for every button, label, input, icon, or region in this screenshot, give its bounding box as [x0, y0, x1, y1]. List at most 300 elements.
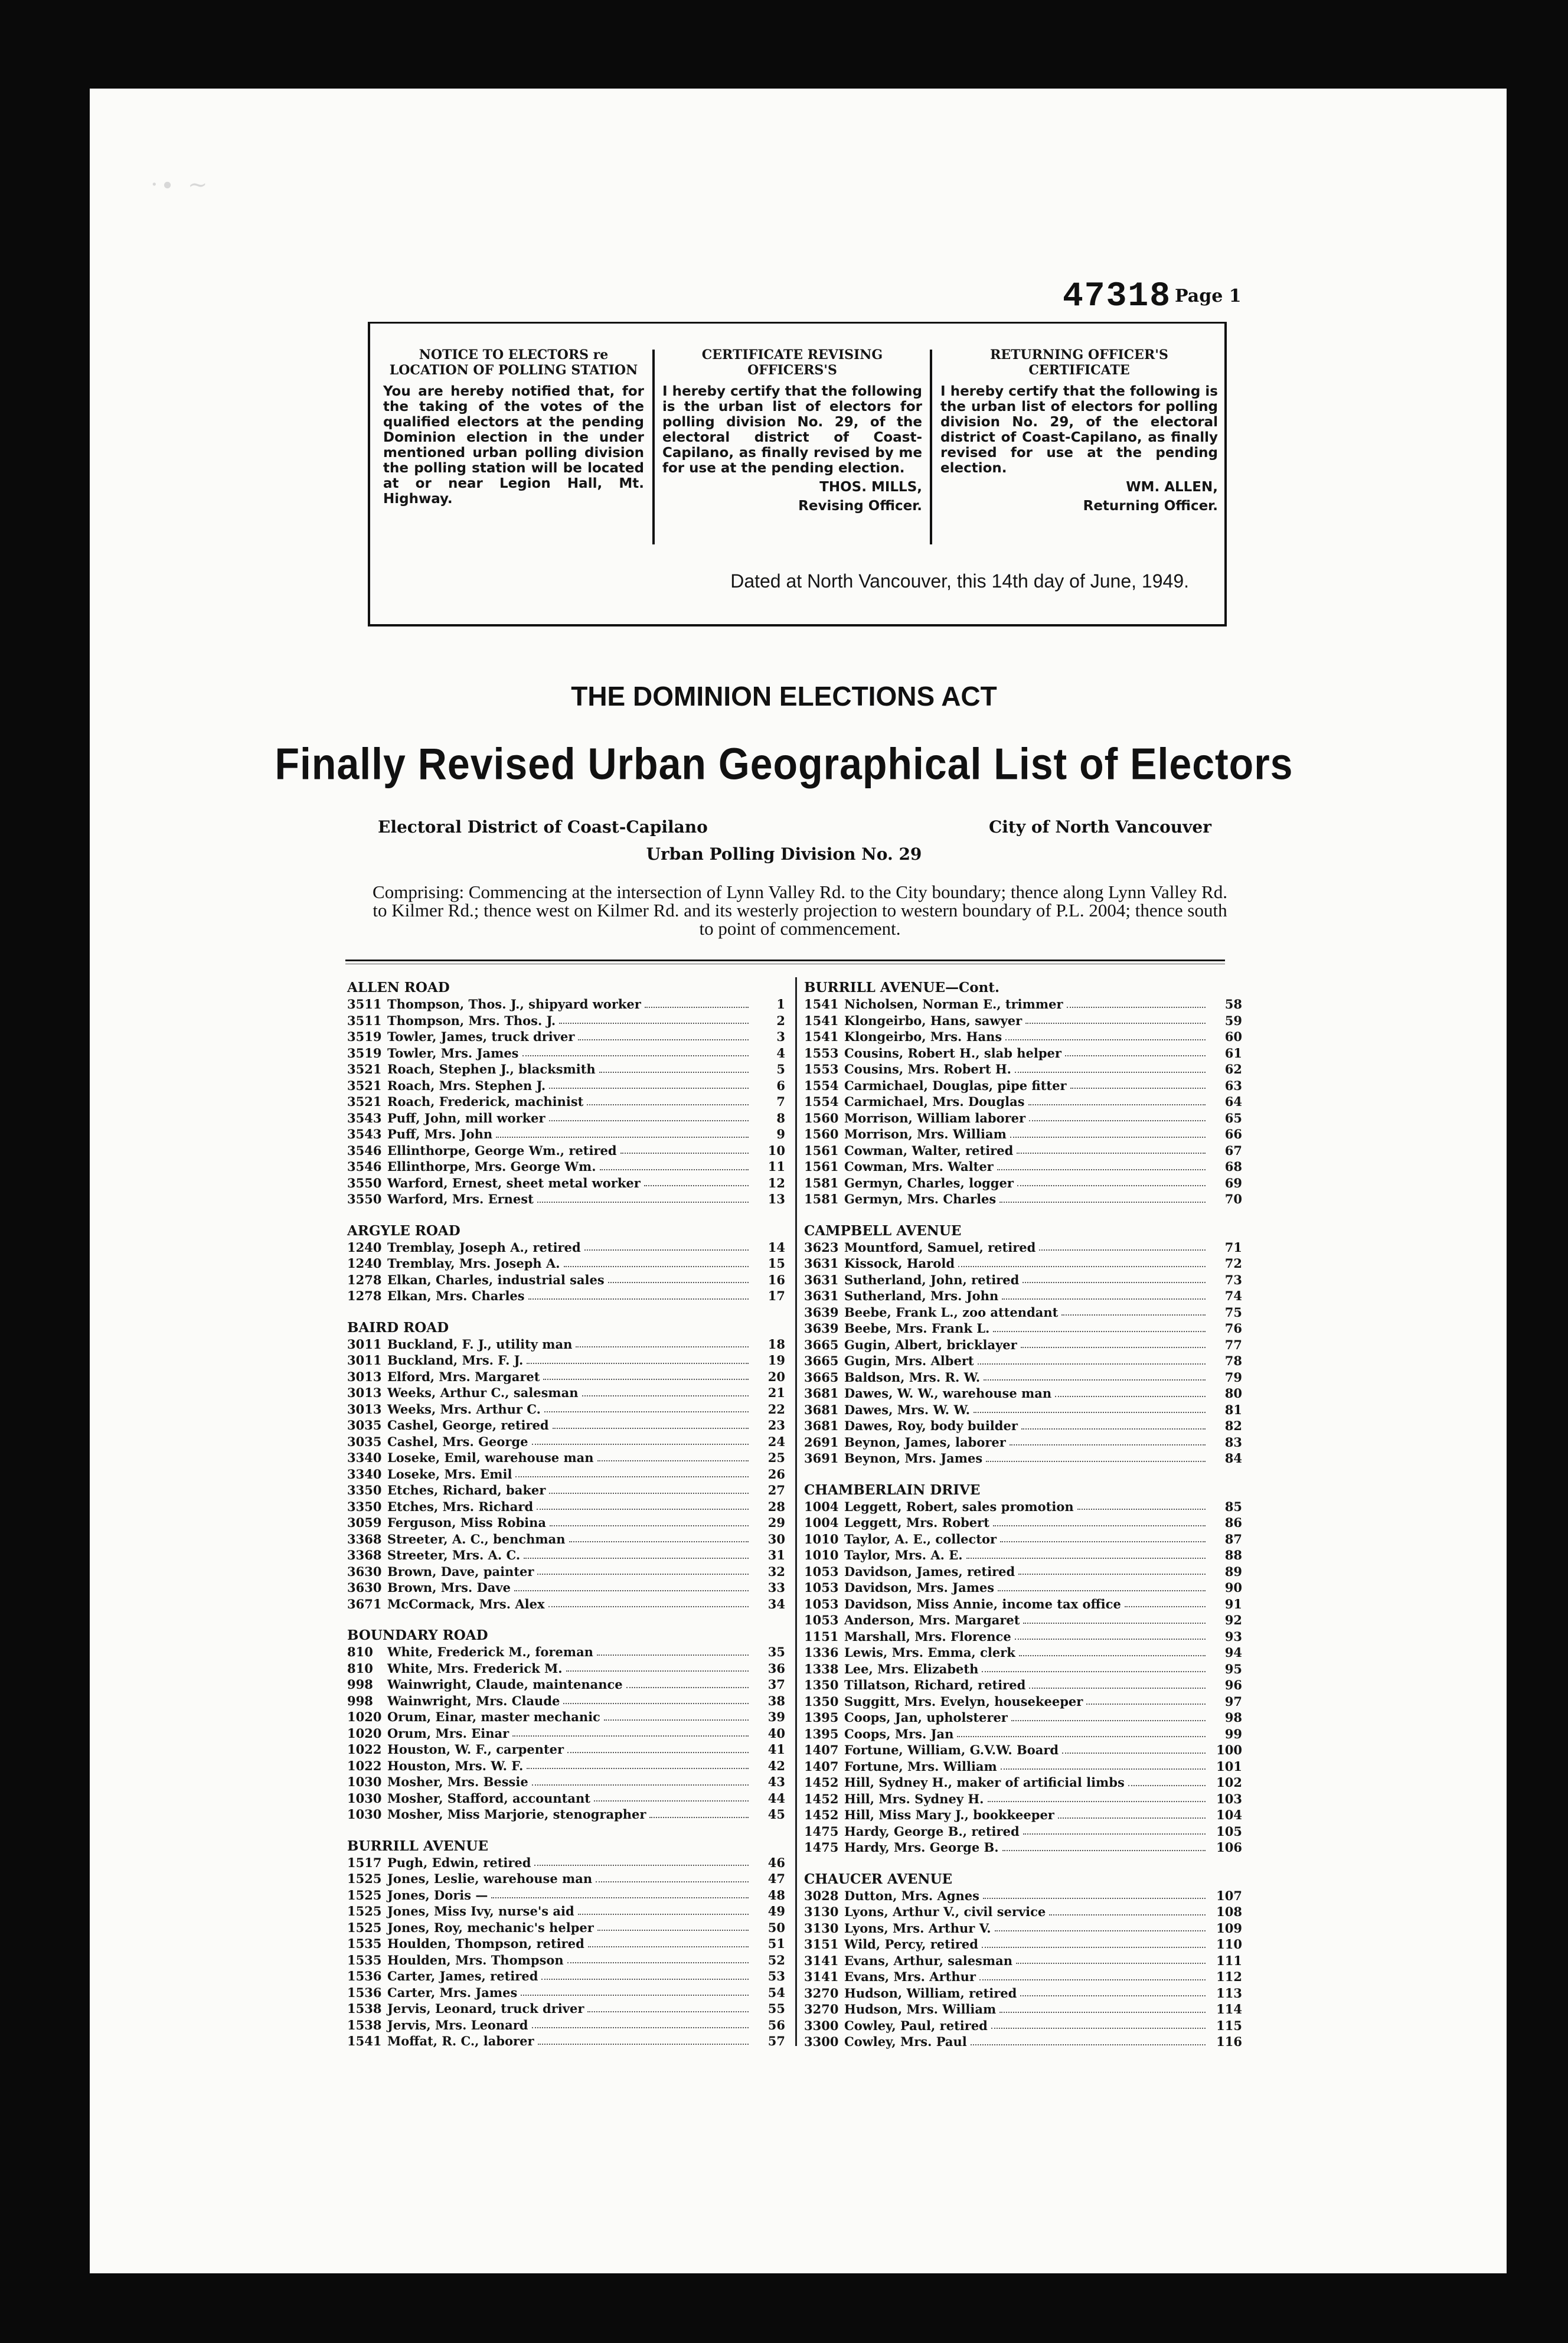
elector-name: Thompson, Mrs. Thos. J. [387, 1013, 556, 1028]
leader-dots [1017, 1143, 1206, 1154]
elector-row [804, 1661, 1242, 1678]
elector-name: Dawes, W. W., warehouse man [844, 1386, 1052, 1401]
returning-heading: RETURNING OFFICER'S CERTIFICATE [990, 347, 1168, 378]
dated-line: Dated at North Vancouver, this 14th day of June, 1949. [730, 570, 1189, 592]
elector-number: 92 [1224, 1613, 1242, 1627]
elector-number: 103 [1216, 1791, 1242, 1806]
street-address: 1525 [347, 1920, 382, 1935]
street-address: 1475 [804, 1840, 839, 1855]
elector-name: Nicholsen, Norman E., trimmer [844, 997, 1063, 1011]
leader-dots [512, 1725, 749, 1737]
street-address: 1053 [804, 1613, 839, 1627]
elector-row [804, 1045, 1242, 1062]
act-title: THE DOMINION ELECTIONS ACT [571, 681, 997, 712]
page-number [1063, 278, 1242, 316]
elector-name: Ferguson, Miss Robina [387, 1515, 547, 1530]
elector-name: Buckland, Mrs. F. J. [387, 1353, 524, 1368]
elector-name: Coops, Mrs. Jan [844, 1726, 954, 1741]
leader-dots [1086, 1693, 1206, 1705]
street-address: 3011 [347, 1353, 382, 1368]
leader-dots [1125, 1596, 1206, 1608]
leader-dots [532, 1774, 749, 1786]
elector-row [804, 1126, 1242, 1143]
elector-row [804, 1013, 1242, 1029]
street-address: 1053 [804, 1596, 839, 1611]
leader-dots [600, 1159, 749, 1170]
elector-name: Orum, Mrs. Einar [387, 1725, 509, 1741]
elector-name: Elkan, Mrs. Charles [387, 1288, 525, 1303]
elector-row [804, 1385, 1242, 1402]
elector-row [804, 996, 1242, 1013]
elector-name: White, Frederick M., foreman [387, 1644, 593, 1659]
elector-row [804, 1531, 1242, 1548]
elector-row [804, 1580, 1242, 1596]
elector-row [347, 1968, 785, 1985]
street-address: 3011 [347, 1336, 382, 1352]
street-address: 3035 [347, 1418, 382, 1432]
street-address: 1452 [804, 1807, 839, 1822]
street-address: 3630 [347, 1564, 382, 1579]
leader-dots [1065, 1045, 1206, 1057]
street-address: 3521 [347, 1094, 382, 1109]
elector-number: 49 [767, 1904, 785, 1918]
leader-dots [528, 1288, 749, 1300]
leader-dots [984, 1369, 1206, 1381]
elector-name: Brown, Mrs. Dave [387, 1580, 511, 1595]
leader-dots [1019, 1644, 1206, 1656]
street-name: ALLEN ROAD [347, 980, 450, 996]
street-address: 1553 [804, 1045, 839, 1060]
elector-name: Tremblay, Mrs. Joseph A. [387, 1256, 560, 1271]
elector-row [804, 1612, 1242, 1629]
elector-number: 111 [1216, 1953, 1242, 1968]
elector-name: Germyn, Mrs. Charles [844, 1192, 997, 1206]
elector-name: Jervis, Mrs. Leonard [387, 2017, 528, 2032]
street-section [347, 1838, 785, 2050]
street-address: 1338 [804, 1661, 839, 1676]
street-address: 1407 [804, 1758, 839, 1774]
street-address: 3631 [804, 1288, 839, 1303]
elector-row [347, 1806, 785, 1823]
leader-dots [993, 1320, 1206, 1332]
elector-row [804, 1110, 1242, 1127]
elector-number: 15 [767, 1256, 785, 1271]
elector-number: 34 [767, 1596, 785, 1611]
elector-row [804, 1078, 1242, 1094]
elector-name: Elkan, Charles, industrial sales [387, 1272, 605, 1287]
elector-row [804, 1888, 1242, 1904]
leader-dots [1011, 1709, 1206, 1721]
leader-dots [594, 1790, 749, 1802]
elector-number: 6 [776, 1078, 785, 1093]
polling-division: Urban Polling Division No. 29 [646, 844, 922, 864]
elector-row [804, 1839, 1242, 1856]
elector-name: Taylor, Mrs. A. E. [844, 1548, 963, 1562]
leader-dots [974, 1402, 1206, 1414]
street-address: 1541 [804, 1013, 839, 1028]
elector-name: Houston, W. F., carpenter [387, 1742, 564, 1757]
leader-dots [957, 1726, 1206, 1738]
elector-name: Ellinthorpe, George Wm., retired [387, 1143, 617, 1158]
street-address: 1407 [804, 1742, 839, 1757]
elector-row [804, 1791, 1242, 1807]
elector-name: Germyn, Charles, logger [844, 1175, 1014, 1190]
street-address: 3681 [804, 1386, 839, 1401]
elector-number: 31 [767, 1548, 785, 1562]
elector-row [804, 1936, 1242, 1953]
elector-row [347, 1239, 785, 1256]
street-address: 1030 [347, 1807, 382, 1822]
street-name: BOUNDARY ROAD [347, 1627, 488, 1643]
leader-dots [587, 2001, 749, 2012]
street-address: 1554 [804, 1094, 839, 1109]
electors-column-right [804, 979, 1242, 2050]
street-address: 3141 [804, 1953, 839, 1968]
leader-dots [1001, 1758, 1206, 1770]
elector-row [347, 1936, 785, 1952]
elector-row [347, 1094, 785, 1110]
street-name: BAIRD ROAD [347, 1319, 449, 1336]
elector-row [347, 1466, 785, 1483]
leader-dots [1049, 1904, 1206, 1915]
elector-number: 101 [1216, 1758, 1242, 1774]
street-address: 1561 [804, 1159, 839, 1174]
street-address: 1452 [804, 1791, 839, 1806]
elector-row [347, 1547, 785, 1564]
street-address: 998 [347, 1693, 373, 1708]
elector-row [347, 1758, 785, 1774]
street-address: 1525 [347, 1887, 382, 1903]
leader-dots [958, 1255, 1206, 1267]
elector-number: 62 [1224, 1062, 1242, 1076]
leader-dots [983, 1888, 1206, 1900]
elector-name: Jones, Leslie, warehouse man [387, 1871, 593, 1886]
elector-name: Morrison, William laborer [844, 1110, 1026, 1125]
elector-row [347, 1013, 785, 1029]
elector-name: Mosher, Miss Marjorie, stenographer [387, 1807, 646, 1822]
street-address: 3028 [804, 1888, 839, 1903]
elector-row [804, 1564, 1242, 1580]
leader-dots [644, 1175, 749, 1187]
elector-row [804, 2001, 1242, 2018]
leader-dots [549, 1110, 749, 1122]
elector-number: 50 [767, 1920, 785, 1935]
street-address: 3639 [804, 1304, 839, 1320]
elector-number: 82 [1224, 1418, 1242, 1433]
revising-body: I hereby certify that the following is the urban list of electors for polling division No. 29, of the electoral district of Coast-Capilano, as finally revised by me for use at the pending election. [662, 384, 922, 476]
elector-number: 11 [767, 1159, 785, 1174]
elector-name: Hill, Sydney H., maker of artificial limbs [844, 1775, 1125, 1790]
elector-name: Kissock, Harold [844, 1256, 955, 1271]
elector-name: Davidson, Mrs. James [844, 1580, 995, 1595]
leader-dots [543, 1369, 749, 1381]
elector-row [804, 1758, 1242, 1775]
street-address: 1452 [804, 1775, 839, 1790]
elector-row [804, 1159, 1242, 1175]
elector-name: Loseke, Emil, warehouse man [387, 1450, 594, 1465]
street-address: 3511 [347, 1013, 382, 1028]
street-address: 3550 [347, 1192, 382, 1206]
elector-row [804, 1726, 1242, 1742]
leader-dots [576, 1336, 749, 1348]
leader-dots [522, 1045, 749, 1057]
elector-row [347, 1709, 785, 1725]
street-address: 1030 [347, 1774, 382, 1789]
elector-number: 45 [767, 1807, 785, 1822]
leader-dots [626, 1676, 749, 1688]
elector-number: 23 [767, 1418, 785, 1432]
street-address: 3665 [804, 1369, 839, 1385]
street-address: 1538 [347, 2017, 382, 2032]
elector-name: Gugin, Albert, bricklayer [844, 1337, 1017, 1352]
elector-number: 105 [1216, 1823, 1242, 1839]
elector-row [347, 1985, 785, 2001]
street-address: 1004 [804, 1499, 839, 1514]
street-section [347, 1627, 785, 1823]
elector-number: 71 [1224, 1239, 1242, 1255]
elector-number: 90 [1224, 1580, 1242, 1595]
leader-dots [1015, 1629, 1206, 1640]
elector-row [347, 1045, 785, 1062]
elector-row [347, 1515, 785, 1531]
leader-dots [1070, 1078, 1206, 1089]
elector-row [347, 1029, 785, 1045]
street-address: 3631 [804, 1256, 839, 1271]
street-address: 3665 [804, 1353, 839, 1368]
elector-name: Cousins, Mrs. Robert H. [844, 1062, 1011, 1076]
street-address: 3059 [347, 1515, 382, 1530]
leader-dots [532, 2017, 749, 2029]
street-address: 1538 [347, 2001, 382, 2016]
elector-number: 109 [1216, 1920, 1242, 1936]
leader-dots [1028, 1094, 1206, 1105]
notice-box [368, 322, 1227, 626]
street-address: 3141 [804, 1969, 839, 1984]
elector-number: 84 [1224, 1451, 1242, 1466]
leader-dots [537, 1191, 749, 1203]
street-address: 1240 [347, 1239, 382, 1255]
page-label: Page 1 [1175, 285, 1242, 306]
elector-number: 13 [767, 1192, 785, 1206]
leader-dots [1023, 1272, 1206, 1284]
elector-row [347, 1352, 785, 1369]
elector-row [347, 1288, 785, 1304]
street-address: 1350 [804, 1678, 839, 1692]
street-address: 3340 [347, 1466, 382, 1481]
elector-row [804, 1709, 1242, 1726]
street-address: 3630 [347, 1580, 382, 1595]
elector-name: Tremblay, Joseph A., retired [387, 1239, 581, 1255]
leader-dots [553, 1417, 749, 1429]
elector-row [804, 1969, 1242, 1985]
elector-name: Lyons, Arthur V., civil service [844, 1904, 1046, 1919]
street-address: 810 [347, 1660, 373, 1676]
elector-number: 28 [767, 1499, 785, 1514]
elector-name: Gugin, Mrs. Albert [844, 1353, 974, 1368]
elector-name: Elford, Mrs. Margaret [387, 1369, 540, 1384]
street-address: 3511 [347, 997, 382, 1011]
elector-name: Wild, Percy, retired [844, 1937, 978, 1952]
elector-row [804, 1774, 1242, 1791]
leader-dots [1062, 1742, 1206, 1754]
elector-number: 1 [776, 997, 785, 1011]
elector-number: 59 [1224, 1013, 1242, 1028]
street-address: 1020 [347, 1709, 382, 1724]
street-address: 3151 [804, 1937, 839, 1952]
elector-name: Dawes, Roy, body builder [844, 1418, 1018, 1433]
elector-number: 70 [1224, 1192, 1242, 1206]
leader-dots [569, 1531, 749, 1543]
elector-row [347, 1434, 785, 1450]
elector-number: 78 [1224, 1353, 1242, 1368]
elector-number: 20 [767, 1369, 785, 1384]
elector-row [804, 1742, 1242, 1758]
elector-name: Towler, Mrs. James [387, 1045, 519, 1060]
elector-name: Leggett, Mrs. Robert [844, 1515, 989, 1530]
elector-row [804, 1369, 1242, 1386]
leader-dots [1010, 1434, 1206, 1446]
elector-name: Puff, John, mill worker [387, 1110, 545, 1125]
elector-name: Morrison, Mrs. William [844, 1127, 1007, 1141]
elector-row [347, 1369, 785, 1385]
elector-name: Roach, Stephen J., blacksmith [387, 1062, 596, 1076]
elector-number: 19 [767, 1353, 785, 1368]
street-address: 3130 [804, 1904, 839, 1919]
leader-dots [1055, 1385, 1206, 1397]
elector-name: Tillatson, Richard, retired [844, 1678, 1026, 1692]
elector-row [347, 2001, 785, 2017]
elector-row [804, 1337, 1242, 1353]
elector-name: Beynon, Mrs. James [844, 1451, 983, 1466]
street-address: 1395 [804, 1726, 839, 1741]
elector-number: 53 [767, 1969, 785, 1983]
notice-body: You are hereby notified that, for the taking of the votes of the qualified electors at the pending Dominion election in the under mentioned urban polling division the polling station will be located at or near Legion Hall, Mt. Highway. [383, 384, 644, 507]
street-address: 3368 [347, 1531, 382, 1546]
elector-name: Lewis, Mrs. Emma, clerk [844, 1645, 1015, 1660]
returning-role: Returning Officer. [1083, 498, 1218, 514]
elector-name: Wainwright, Claude, maintenance [387, 1677, 623, 1692]
elector-number: 88 [1224, 1548, 1242, 1562]
leader-dots [532, 1434, 749, 1445]
elector-row [347, 1272, 785, 1288]
street-address: 1561 [804, 1143, 839, 1158]
elector-number: 36 [767, 1660, 785, 1676]
elector-number: 4 [776, 1045, 785, 1060]
elector-row [804, 1644, 1242, 1661]
elector-number: 100 [1216, 1742, 1242, 1757]
elector-number: 65 [1224, 1110, 1242, 1125]
street-section [804, 1481, 1242, 1856]
leader-dots [1020, 1985, 1206, 1997]
elector-row [804, 1904, 1242, 1920]
elector-name: Jones, Miss Ivy, nurse's aid [387, 1904, 574, 1918]
elector-row [804, 1450, 1242, 1467]
elector-row [804, 1677, 1242, 1693]
street-address: 3691 [804, 1451, 839, 1466]
leader-dots [596, 1871, 749, 1882]
street-address: 3300 [804, 2034, 839, 2049]
elector-row [347, 1644, 785, 1660]
leader-dots [1058, 1807, 1206, 1819]
leader-dots [982, 1661, 1206, 1673]
elector-name: Klongeirbo, Hans, sawyer [844, 1013, 1023, 1028]
elector-number: 7 [776, 1094, 785, 1109]
street-address: 3270 [804, 2002, 839, 2016]
elector-name: Cowley, Paul, retired [844, 2018, 988, 2033]
elector-number: 27 [767, 1483, 785, 1497]
leader-dots [620, 1143, 749, 1154]
elector-row [347, 1175, 785, 1192]
elector-number: 47 [767, 1871, 785, 1886]
street-address: 1240 [347, 1256, 382, 1271]
elector-name: Cashel, George, retired [387, 1418, 549, 1432]
street-address: 3550 [347, 1175, 382, 1190]
street-address: 1336 [804, 1645, 839, 1660]
leader-dots [979, 1969, 1206, 1980]
leader-dots [1077, 1499, 1206, 1510]
elector-name: Evans, Arthur, salesman [844, 1953, 1012, 1968]
elector-name: Houlden, Mrs. Thompson [387, 1952, 564, 1967]
elector-row [804, 1434, 1242, 1451]
elector-number: 3 [776, 1029, 785, 1044]
elector-row [347, 1499, 785, 1515]
elector-row [347, 1255, 785, 1272]
elector-number: 67 [1224, 1143, 1242, 1158]
street-address: 3035 [347, 1434, 382, 1449]
elector-number: 87 [1224, 1531, 1242, 1546]
elector-number: 113 [1216, 1985, 1242, 2001]
elector-row [804, 1807, 1242, 1823]
elector-row [804, 1272, 1242, 1288]
street-address: 1535 [347, 1936, 382, 1951]
elector-name: Dutton, Mrs. Agnes [844, 1888, 979, 1903]
elector-name: Lyons, Mrs. Arthur V. [844, 1920, 991, 1936]
elector-row [804, 1920, 1242, 1937]
street-address: 3130 [804, 1920, 839, 1936]
elector-number: 25 [767, 1450, 785, 1465]
street-address: 3340 [347, 1450, 382, 1465]
elector-row [347, 1401, 785, 1418]
street-name: BURRILL AVENUE [347, 1838, 488, 1854]
street-address: 3521 [347, 1062, 382, 1076]
notice-heading: NOTICE TO ELECTORS re LOCATION OF POLLING STATION [389, 347, 638, 378]
elector-name: Etches, Richard, baker [387, 1483, 546, 1497]
street-address: 1004 [804, 1515, 839, 1530]
electors-column-left [347, 979, 785, 2050]
elector-row [804, 1418, 1242, 1434]
elector-row [804, 1499, 1242, 1515]
elector-number: 43 [767, 1774, 785, 1789]
elector-row [347, 1417, 785, 1434]
street-address: 3681 [804, 1418, 839, 1433]
elector-name: Hudson, Mrs. William [844, 2002, 997, 2016]
elector-row [347, 1110, 785, 1127]
elector-row [347, 1126, 785, 1143]
leader-dots [998, 1580, 1206, 1591]
elector-number: 38 [767, 1693, 785, 1708]
leader-dots [993, 1515, 1206, 1526]
elector-number: 41 [767, 1742, 785, 1757]
street-address: 1350 [804, 1693, 839, 1709]
elector-number: 18 [767, 1336, 785, 1352]
street-address: 3519 [347, 1029, 382, 1044]
elector-number: 58 [1224, 997, 1242, 1011]
elector-number: 83 [1224, 1434, 1242, 1450]
elector-name: Hill, Mrs. Sydney H. [844, 1791, 984, 1806]
street-address: 1554 [804, 1078, 839, 1093]
elector-row [804, 1985, 1242, 2002]
elector-number: 112 [1216, 1969, 1242, 1984]
